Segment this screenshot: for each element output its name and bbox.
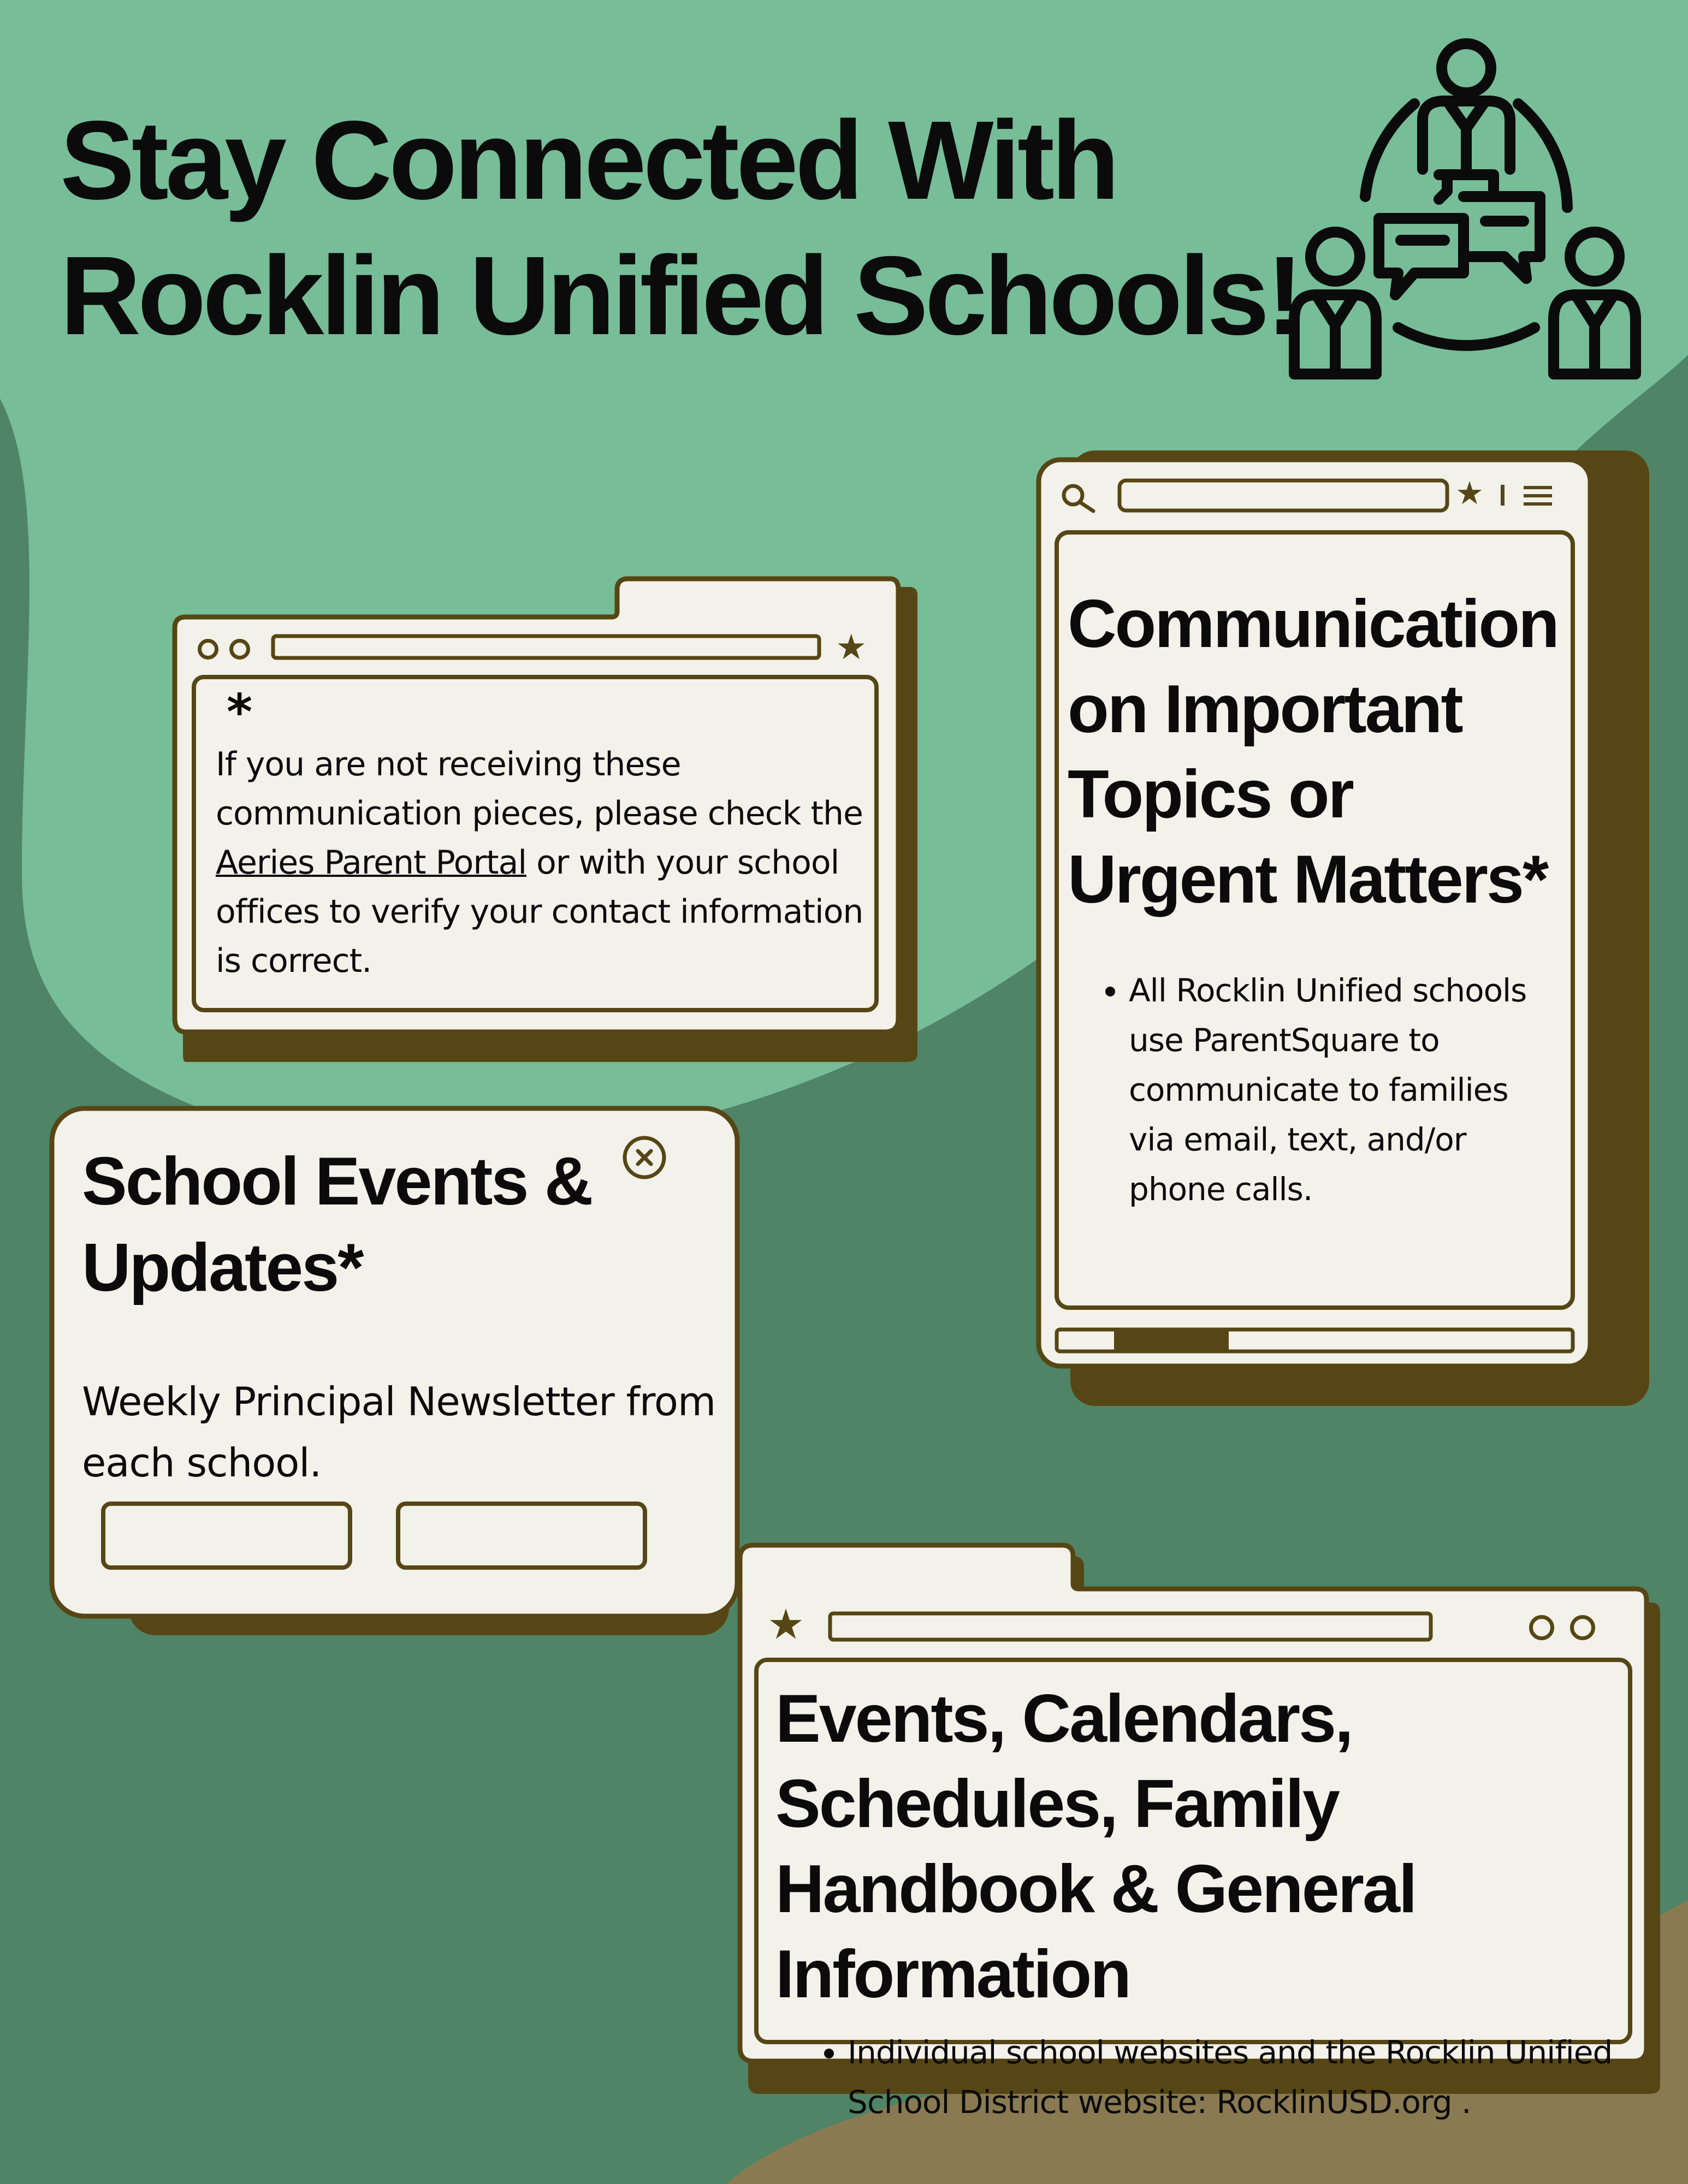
window-dot-1-icon[interactable] <box>198 639 218 660</box>
events-updates-window <box>46 1100 735 1641</box>
communication-window <box>1032 442 1655 1409</box>
window-dot-2-icon[interactable] <box>229 639 250 660</box>
contact-note-window <box>169 573 923 1065</box>
dialog-left-button[interactable] <box>101 1502 352 1570</box>
contact-note-text-after: or with your school offices to verify your contact information is correct. <box>216 844 863 980</box>
hamburger-menu-icon[interactable] <box>1524 486 1552 506</box>
events-updates-body: Weekly Principal Newsletter from each school. <box>82 1379 716 1486</box>
page-title-line-1: Stay Connected With <box>60 98 1117 223</box>
dialog-right-button[interactable] <box>396 1502 647 1570</box>
star-icon[interactable]: ★ <box>767 1601 805 1648</box>
divider-icon <box>1501 485 1505 506</box>
page-title-line-2: Rocklin Unified Schools! <box>60 233 1300 358</box>
general-info-bullet-list <box>775 2028 1633 2127</box>
general-info-content <box>775 1676 1633 2127</box>
window-dot-1-icon[interactable] <box>1529 1615 1554 1640</box>
star-icon[interactable]: ★ <box>1455 476 1484 511</box>
community-chat-icon <box>1283 33 1644 388</box>
contact-note-text-before: If you are not receiving these communication pieces, please check the <box>216 745 863 833</box>
aeries-parent-portal-link[interactable]: Aeries Parent Portal <box>216 844 527 882</box>
window-dot-2-icon[interactable] <box>1570 1615 1595 1640</box>
communication-bullet: • All Rocklin Unified schools use ParentSquare to communicate to families via email, text, and/or phone calls. <box>1129 966 1559 1214</box>
contact-note-content <box>216 684 866 986</box>
general-info-heading: Events, Calendars, Schedules, Family Handbook & General Information <box>775 1681 1416 2012</box>
events-updates-heading: School Events & Updates* <box>82 1144 592 1305</box>
communication-heading: Communication on Important Topics or Urgent Matters* <box>1068 586 1558 917</box>
search-icon[interactable] <box>1059 482 1103 514</box>
communication-bullet-list <box>1068 966 1559 1214</box>
general-info-bullet: • Individual school websites and the Rocklin Unified School District website: RocklinUSD.org . <box>848 2028 1633 2127</box>
star-icon[interactable]: ★ <box>836 627 867 667</box>
asterisk-marker: * <box>227 684 253 741</box>
page-title <box>60 93 1300 364</box>
events-updates-content <box>82 1138 732 1493</box>
general-info-window <box>735 1537 1663 2121</box>
communication-content <box>1068 581 1559 1214</box>
contact-note-text <box>216 740 866 986</box>
